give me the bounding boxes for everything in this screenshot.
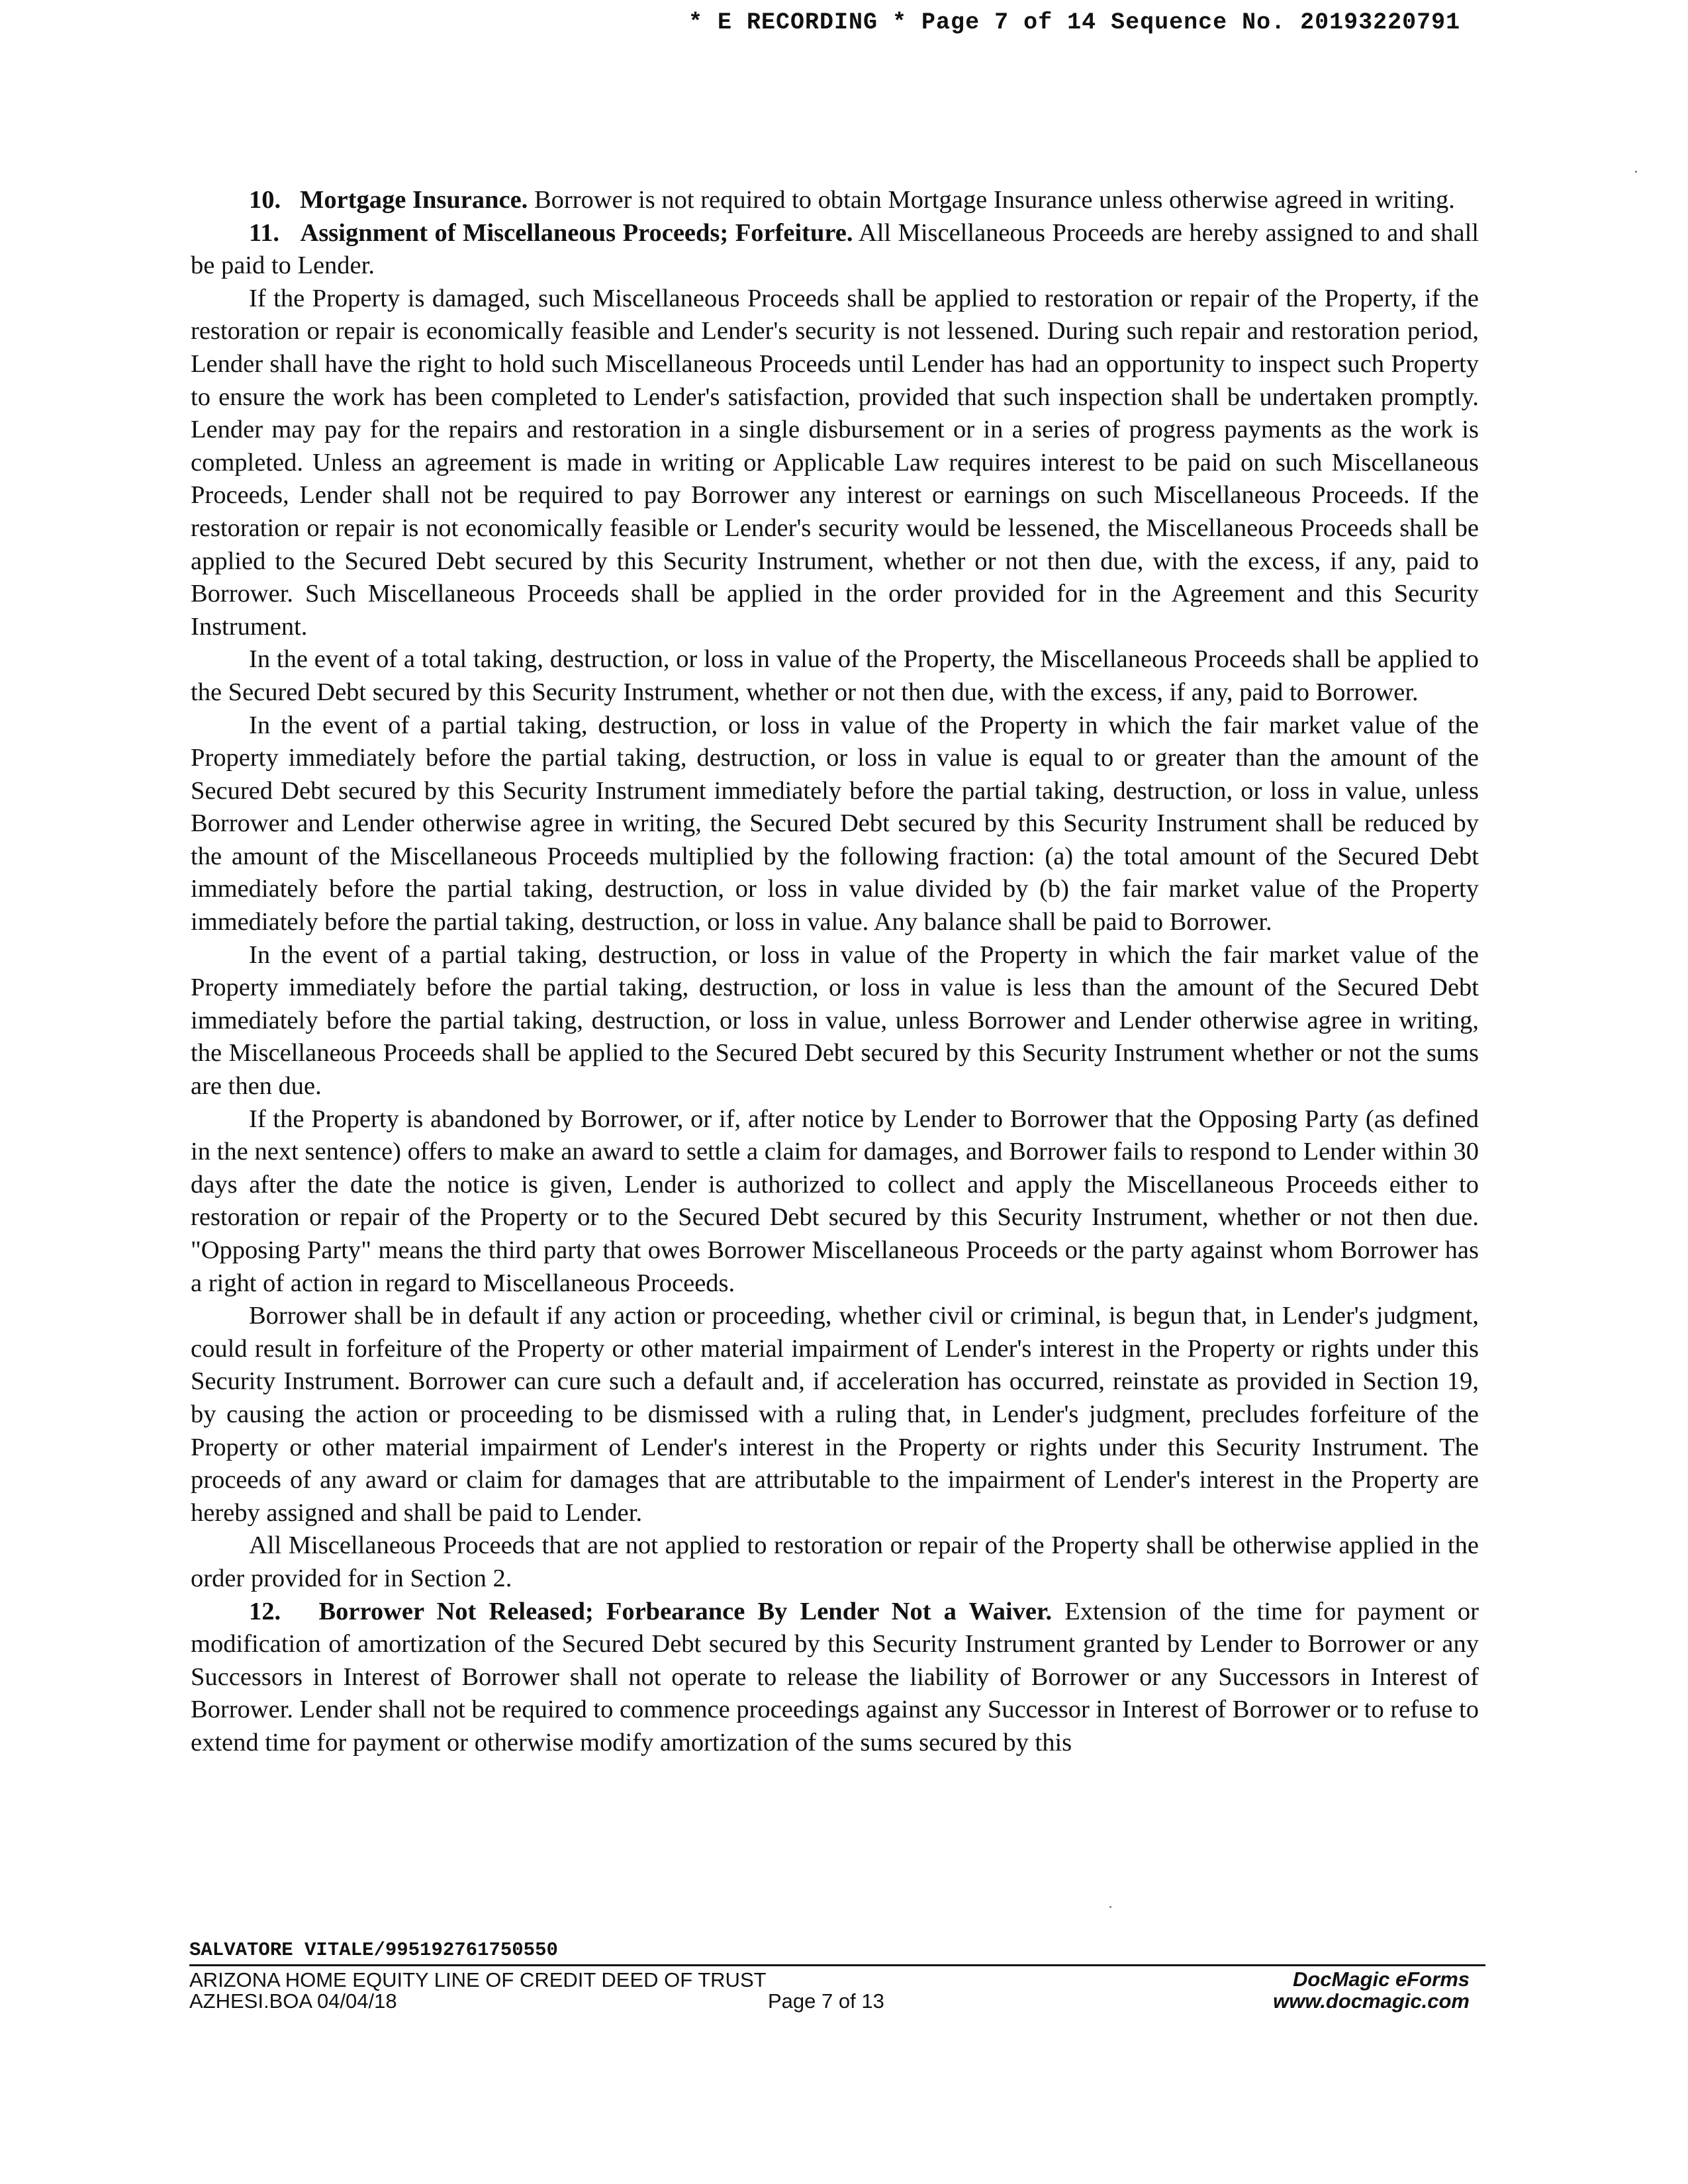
form-title: ARIZONA HOME EQUITY LINE OF CREDIT DEED OF TRUST bbox=[189, 1968, 767, 1991]
document-body bbox=[191, 184, 1479, 1760]
section-title: Borrower Not Released; Forbearance By Lender Not a Waiver. bbox=[318, 1597, 1053, 1625]
paragraph: All Miscellaneous Proceeds that are not applied to restoration or repair of the Property shall be otherwise applied in the order provided for in Section 2. bbox=[191, 1531, 1479, 1592]
paragraph: In the event of a partial taking, destruction, or loss in value of the Property in which the fair market value of the Property immediately before the partial taking, destruction, or loss in value is less than the amount of the Secured Debt immediately before the partial taking, destruction, or loss in value, unless Borrower and Lender otherwise agree in writing, the Miscellaneous Proceeds shall be applied to the Secured Debt secured by this Security Instrument whether or not the sums are then due. bbox=[191, 940, 1479, 1101]
section-12 bbox=[191, 1596, 1479, 1760]
borrower-loan-id: SALVATORE VITALE/995192761750550 bbox=[189, 1939, 558, 1961]
recording-header: * E RECORDING * Page 7 of 14 Sequence No. 20193220791 bbox=[688, 9, 1461, 36]
paragraph: In the event of a partial taking, destruction, or loss in value of the Property in which the fair market value of the Property immediately before the partial taking, destruction, or loss in value is equal to or greater than the amount of the Secured Debt secured by this Security Instrument immediately before the partial taking, destruction, or loss in value, unless Borrower and Lender otherwise agree in writing, the Secured Debt secured by this Security Instrument shall be reduced by the amount of the Miscellaneous Proceeds multiplied by the following fraction: (a) the total amount of the Secured Debt immediately before the partial taking, destruction, or loss in value divided by (b) the fair market value of the Property immediately before the partial taking, destruction, or loss in value. Any balance shall be paid to Borrower. bbox=[191, 711, 1479, 936]
footer-divider bbox=[189, 1964, 1485, 1966]
section-10 bbox=[191, 184, 1479, 217]
docmagic-logo bbox=[1273, 1968, 1470, 2012]
paragraph: In the event of a total taking, destruction, or loss in value of the Property, the Miscellaneous Proceeds shall be applied to the Secured Debt secured by this Security Instrument, whether or not then due, with the excess, if any, paid to Borrower. bbox=[191, 645, 1479, 706]
form-code: AZHESI.BOA 04/04/18 bbox=[189, 1989, 397, 2013]
section-text: Borrower is not required to obtain Mortgage Insurance unless otherwise agreed in writing. bbox=[534, 186, 1455, 214]
section-number: 12. bbox=[249, 1597, 281, 1625]
section-text: All Miscellaneous Proceeds are hereby assigned to and shall be paid to Lender. bbox=[191, 218, 1479, 280]
scan-speck bbox=[1109, 1906, 1111, 1908]
section-text: Extension of the time for payment or modification of amortization of the Secured Debt secured by this Security Instrument granted by Lender to Borrower or any Successors in Interest of Borrower shall not operate to release the liability of Borrower or any Successors in Interest of Borrower. Lender shall not be required to commence proceedings against any Successor in Interest of Borrower or to refuse to extend time for payment or otherwise modify amortization of the sums secured by this bbox=[191, 1597, 1479, 1756]
paragraph: Borrower shall be in default if any action or proceeding, whether civil or criminal, is begun that, in Lender's judgment, could result in forfeiture of the Property or other material impairment of Lender's interest in the Property or rights under this Security Instrument. Borrower can cure such a default and, if acceleration has occurred, reinstate as provided in Section 19, by causing the action or proceeding to be dismissed with a ruling that, in Lender's judgment, precludes forfeiture of the Property or other material impairment of Lender's interest in the Property or rights under this Security Instrument. The proceeds of any award or claim for damages that are attributable to the impairment of Lender's interest in the Property are hereby assigned and shall be paid to Lender. bbox=[191, 1302, 1479, 1527]
page-number: Page 7 of 13 bbox=[768, 1989, 884, 2013]
section-number: 11. bbox=[249, 218, 280, 247]
section-number: 10. bbox=[249, 186, 281, 214]
section-title: Mortgage Insurance. bbox=[300, 186, 528, 214]
section-title: Assignment of Miscellaneous Proceeds; Forfeiture. bbox=[300, 218, 853, 247]
brand-url: www.docmagic.com bbox=[1273, 1989, 1470, 2013]
paragraph: If the Property is damaged, such Miscellaneous Proceeds shall be applied to restoration or repair of the Property, if the restoration or repair is economically feasible and Lender's security is not lessened. During such repair and restoration period, Lender shall have the right to hold such Miscellaneous Proceeds until Lender has had an opportunity to inspect such Property to ensure the work has been completed to Lender's satisfaction, provided that such inspection shall be undertaken promptly. Lender may pay for the repairs and restoration in a single disbursement or in a series of progress payments as the work is completed. Unless an agreement is made in writing or Applicable Law requires interest to be paid on such Miscellaneous Proceeds, Lender shall not be required to pay Borrower any interest or earnings on such Miscellaneous Proceeds. If the restoration or repair is not economically feasible or Lender's security would be lessened, the Miscellaneous Proceeds shall be applied to the Secured Debt secured by this Security Instrument, whether or not then due, with the excess, if any, paid to Borrower. Such Miscellaneous Proceeds shall be applied in the order provided for in the Agreement and this Security Instrument. bbox=[191, 284, 1479, 641]
scan-speck bbox=[1635, 171, 1637, 173]
brand-name: DocMagic eForms bbox=[1292, 1968, 1470, 1991]
paragraph: If the Property is abandoned by Borrower, or if, after notice by Lender to Borrower that the Opposing Party (as defined in the next sentence) offers to make an award to settle a claim for damages, and Borrower fails to respond to Lender within 30 days after the date the notice is given, Lender is authorized to collect and apply the Miscellaneous Proceeds either to restoration or repair of the Property or to the Secured Debt secured by this Security Instrument, whether or not then due. "Opposing Party" means the third party that owes Borrower Miscellaneous Proceeds or the party against whom Borrower has a right of action in regard to Miscellaneous Proceeds. bbox=[191, 1105, 1479, 1297]
section-11 bbox=[191, 217, 1479, 283]
